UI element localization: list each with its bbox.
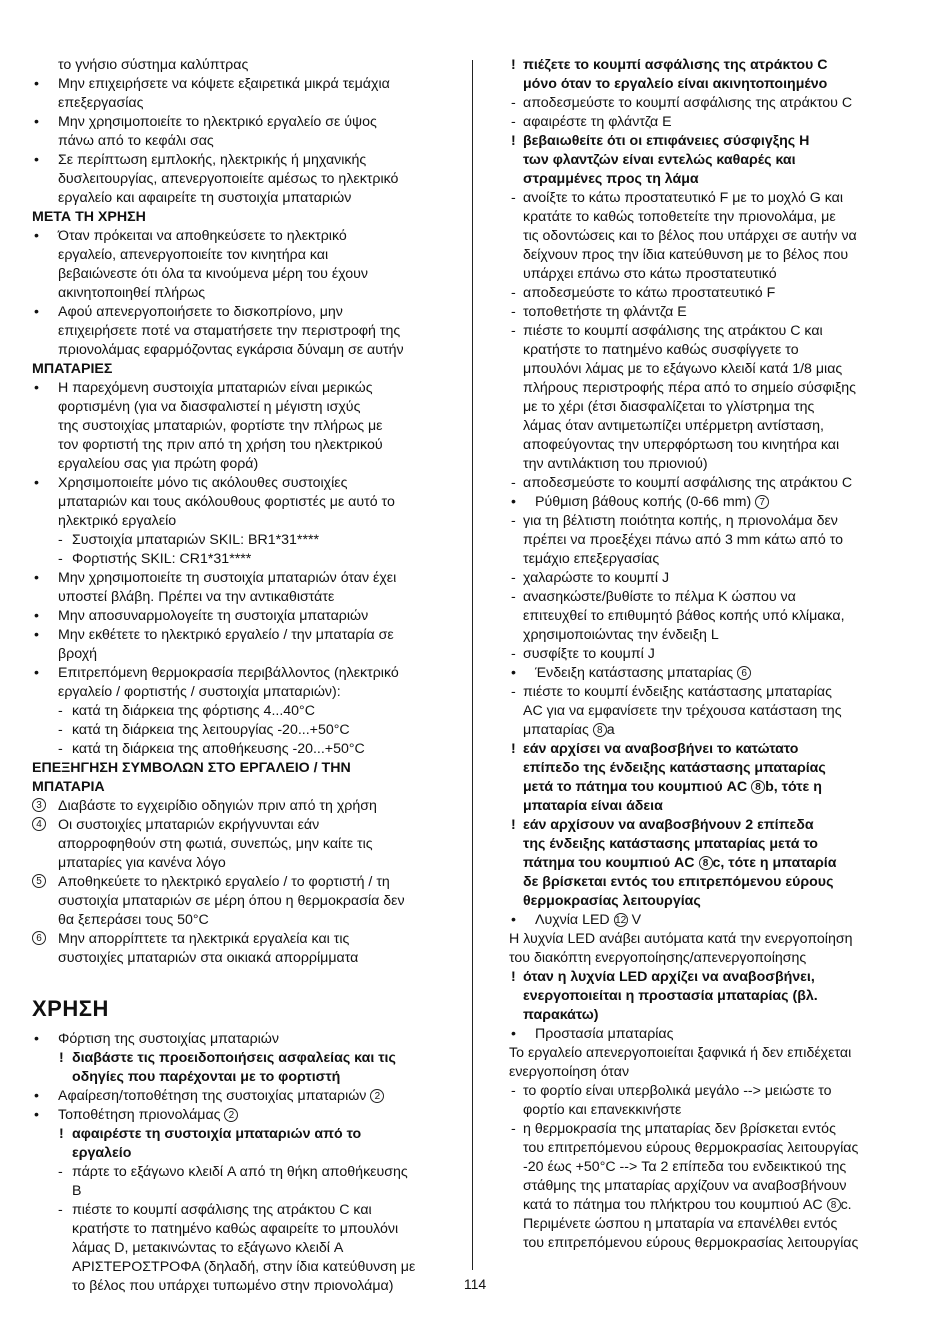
- text-line: [509, 341, 914, 360]
- text-line: [32, 1163, 462, 1182]
- text-line: [32, 208, 462, 227]
- figure-ref-icon: 8: [593, 723, 607, 737]
- text-line: [32, 569, 462, 588]
- text-line: [509, 1044, 914, 1063]
- text-line: [509, 835, 914, 854]
- line-text: πλήρους περιστροφής πέρα από το σημείο σύσφιξης: [523, 380, 857, 396]
- figure-ref-icon: 12: [615, 915, 627, 926]
- line-text: όταν η λυχνία LED αρχίζει να αναβοσβήνει,: [523, 969, 815, 985]
- text-line: [32, 721, 462, 740]
- text-line: [32, 1087, 462, 1106]
- line-text: τοποθετήστε τη φλάντζα E: [523, 304, 687, 320]
- line-text: πάτημα του κουμπιού AC: [523, 855, 695, 871]
- figure-ref-icon: 2: [224, 1108, 238, 1122]
- text-line: [509, 987, 914, 1006]
- line-text: κατά τη διάρκεια της λειτουργίας -20...+50°C: [72, 722, 350, 738]
- line-text: εάν αρχίσει να αναβοσβήνει το κατώτατο: [523, 741, 799, 757]
- line-text: Μην απορρίπτετε τα ηλεκτρικά εργαλεία και τις: [58, 931, 350, 947]
- line-text: κρατήστε το πατημένο καθώς αφαιρείτε το μπουλόνι: [72, 1221, 399, 1237]
- line-text: Μην αποσυναρμολογείτε τη συστοιχία μπαταριών: [58, 608, 369, 624]
- line-text: υποστεί βλάβη. Πρέπει να την αντικαθιστάτε: [58, 589, 335, 605]
- text-line: [509, 113, 914, 132]
- line-text: θερμοκρασίας λειτουργίας: [523, 893, 701, 909]
- line-text: του επιτρεπόμενου εύρους θερμοκρασίας λειτουργίας: [523, 1235, 859, 1251]
- line-text: μπαταρία είναι άδεια: [523, 798, 663, 814]
- line-text: η θερμοκρασία της μπαταρίας δεν βρίσκεται εντός: [523, 1121, 836, 1137]
- line-text: Οι συστοιχίες μπαταριών εκρήγνυνται εάν: [58, 817, 320, 833]
- text-line: [32, 1068, 462, 1087]
- line-text: του διακόπτη ενεργοποίησης/απενεργοποίησης: [509, 950, 807, 966]
- text-line: [32, 664, 462, 683]
- line-text: Μην επιχειρήσετε να κόψετε εξαιρετικά μικρά τεμάχια: [58, 76, 390, 92]
- text-line: [509, 721, 914, 740]
- text-line: [509, 1006, 914, 1025]
- text-line: [509, 455, 914, 474]
- line-text: βεβαιωθείτε ότι οι επιφάνειες σύσφιγξης H: [523, 133, 810, 149]
- text-line: [32, 512, 462, 531]
- text-line: [509, 854, 914, 873]
- text-line: [509, 436, 914, 455]
- text-line: [509, 797, 914, 816]
- line-text: αποδεσμεύστε το κάτω προστατευτικό F: [523, 285, 776, 301]
- line-text: Η παρεχόμενη συστοιχία μπαταριών είναι μερικώς: [58, 380, 373, 396]
- column-divider: [472, 60, 473, 1270]
- line-text-after: c, τότε η μπαταρία: [712, 855, 837, 871]
- line-text: κατά τη διάρκεια της αποθήκευσης -20...+50°C: [72, 741, 365, 757]
- line-text: ανοίξτε το κάτω προστατευτικό F με το μοχλό G και: [523, 190, 844, 206]
- text-line: [32, 132, 462, 151]
- line-text: παρακάτω): [523, 1007, 599, 1023]
- line-text: Η λυχνία LED ανάβει αυτόματα κατά την ενεργοποίηση: [509, 931, 853, 947]
- line-text: τις οδοντώσεις και το βέλος που υπάρχει σε αυτήν να: [523, 228, 857, 244]
- text-line: [509, 702, 914, 721]
- text-line: [509, 379, 914, 398]
- line-text: Το εργαλείο απενεργοποιείται ξαφνικά ή δεν επιδέχεται: [509, 1045, 852, 1061]
- line-text: Αφαίρεση/τοποθέτηση της συστοιχίας μπαταριών: [58, 1088, 367, 1104]
- text-line: [32, 75, 462, 94]
- text-line: [509, 56, 914, 75]
- line-text: Χρησιμοποιείτε μόνο τις ακόλουθες συστοιχίες: [58, 475, 348, 491]
- line-text: πάρτε το εξάγωνο κλειδί A από τη θήκη αποθήκευσης: [72, 1164, 408, 1180]
- line-text: χαλαρώστε το κουμπί J: [523, 570, 670, 586]
- line-text: κατά τη διάρκεια της φόρτισης 4...40°C: [72, 703, 315, 719]
- left-column: [32, 56, 462, 1296]
- text-line: [32, 645, 462, 664]
- line-text: εργαλείο / φορτιστής / συστοιχία μπαταριών):: [58, 684, 341, 700]
- line-text: μπουλόνι λάμας με το εξάγωνο κλειδί κατά 1/8 μιας: [523, 361, 843, 377]
- text-line: [509, 474, 914, 493]
- text-line: [32, 797, 462, 816]
- figure-ref-icon: 7: [755, 495, 769, 509]
- symbol-number-icon: 5: [32, 874, 46, 888]
- line-text: πριονολάμας εφαρμόζοντας εγκάρσια δύναμη σε αυτήν: [58, 342, 404, 358]
- text-line: [32, 1182, 462, 1201]
- text-line: [509, 1158, 914, 1177]
- line-text: βεβαιώνεστε ότι όλα τα κινούμενα μέρη του έχουν: [58, 266, 368, 282]
- line-text: μπαταριών και τους ακόλουθους φορτιστές με αυτό το: [58, 494, 395, 510]
- line-text: Προστασία μπαταρίας: [535, 1026, 674, 1042]
- text-line: [32, 113, 462, 132]
- text-line: [509, 398, 914, 417]
- line-text: επεξεργασίας: [58, 95, 144, 111]
- line-text: Ένδειξη κατάστασης μπαταρίας: [535, 665, 734, 681]
- text-line: [509, 1120, 914, 1139]
- line-text: Σε περίπτωση εμπλοκής, ηλεκτρικής ή μηχανικής: [58, 152, 367, 168]
- text-line: [509, 94, 914, 113]
- text-line: [509, 1234, 914, 1253]
- line-text: διαβάστε τις προειδοποιήσεις ασφαλείας και τις: [72, 1050, 396, 1066]
- text-line: [509, 512, 914, 531]
- text-line: [32, 170, 462, 189]
- right-column: [509, 56, 914, 1253]
- line-text: κατά το πάτημα του πλήκτρου του κουμπιού AC: [523, 1197, 823, 1213]
- line-text: αποδεσμεύστε το κουμπί ασφάλισης της ατράκτου C: [523, 95, 853, 111]
- figure-ref-icon: 8: [751, 780, 765, 794]
- line-text: βροχή: [58, 646, 98, 662]
- text-line: [32, 398, 462, 417]
- text-line: [509, 1177, 914, 1196]
- text-line: [509, 189, 914, 208]
- line-text: ανασηκώστε/βυθίστε το πέλμα K ώσπου να: [523, 589, 796, 605]
- symbol-number-icon: 3: [32, 798, 46, 812]
- text-line: [32, 816, 462, 835]
- line-text: Διαβάστε το εγχειρίδιο οδηγιών πριν από τη χρήση: [58, 798, 377, 814]
- line-text: εργαλείο και αφαιρείτε τη συστοιχία μπαταριών: [58, 190, 352, 206]
- line-text: εάν αρχίσουν να αναβοσβήνουν 2 επίπεδα: [523, 817, 814, 833]
- text-line: [509, 1101, 914, 1120]
- text-line: [509, 322, 914, 341]
- line-text: Ρύθμιση βάθους κοπής (0-66 mm): [535, 494, 752, 510]
- text-line: [32, 265, 462, 284]
- text-line: [509, 170, 914, 189]
- line-text: Αποθηκεύετε το ηλεκτρικό εργαλείο / το φορτιστή / τη: [58, 874, 390, 890]
- text-line: [32, 1106, 462, 1125]
- line-text: υπάρχει επάνω στο κάτω προστατευτικό: [523, 266, 777, 282]
- text-line: [509, 493, 914, 512]
- text-line: [32, 341, 462, 360]
- text-line: [32, 474, 462, 493]
- text-line: [509, 968, 914, 987]
- text-line: [509, 227, 914, 246]
- text-line: [509, 569, 914, 588]
- text-line: [32, 930, 462, 949]
- text-line: [32, 1049, 462, 1068]
- text-line: [32, 1144, 462, 1163]
- line-text: μπαταρίας: [523, 722, 589, 738]
- text-line: [32, 607, 462, 626]
- figure-ref-icon: 8: [827, 1198, 841, 1212]
- text-line: [32, 56, 462, 75]
- line-text: εργαλείου σας για πρώτη φορά): [58, 456, 259, 472]
- line-text: Επιτρεπόμενη θερμοκρασία περιβάλλοντος (ηλεκτρικό: [58, 665, 399, 681]
- line-text: φορτισμένη (για να διασφαλιστεί η μέγιστη ισχύς: [58, 399, 361, 415]
- line-text: πιέστε το κουμπί ένδειξης κατάστασης μπαταρίας: [523, 684, 832, 700]
- text-line: [32, 322, 462, 341]
- text-line: [32, 189, 462, 208]
- text-line: [509, 740, 914, 759]
- line-text: συσφίξτε το κουμπί J: [523, 646, 655, 662]
- text-line: [509, 208, 914, 227]
- text-line: [32, 626, 462, 645]
- text-line: [509, 132, 914, 151]
- line-text: ενεργοποιείται η προστασία μπαταρίας (βλ.: [523, 988, 818, 1004]
- line-text: Μην χρησιμοποιείτε τη συστοιχία μπαταριών όταν έχει: [58, 570, 397, 586]
- line-text: ενεργοποίηση όταν: [509, 1064, 630, 1080]
- text-line: [32, 1030, 462, 1049]
- line-text: Φορτιστής SKIL: CR1*31****: [72, 551, 252, 567]
- line-text: Όταν πρόκειται να αποθηκεύσετε το ηλεκτρικό: [58, 228, 347, 244]
- line-text: ακινητοποιηθεί πλήρως: [58, 285, 206, 301]
- line-text-after: V: [627, 912, 642, 928]
- text-line: [32, 759, 462, 778]
- line-text: εργαλείο: [72, 1145, 132, 1161]
- text-line: [32, 911, 462, 930]
- text-line: [509, 949, 914, 968]
- line-text: τεμάχιο επεξεργασίας: [523, 551, 660, 567]
- line-text: επιχειρήσετε ποτέ να σταματήσετε την περιστροφή της: [58, 323, 401, 339]
- line-text: ΜΕΤΑ ΤΗ ΧΡΗΣΗ: [32, 209, 146, 225]
- text-line: [32, 949, 462, 968]
- line-text: δείχνουν προς την ίδια κατεύθυνση με το βέλος που: [523, 247, 849, 263]
- line-text: Λυχνία LED: [535, 912, 610, 928]
- text-line: [509, 284, 914, 303]
- line-text: αποδεσμεύστε το κουμπί ασφάλισης της ατράκτου C: [523, 475, 853, 491]
- text-line: [509, 816, 914, 835]
- line-text: B: [72, 1183, 82, 1199]
- line-text: δε βρίσκεται εντός του επιτρεπόμενου εύρους: [523, 874, 834, 890]
- text-line: [509, 759, 914, 778]
- symbol-number-icon: 4: [32, 817, 46, 831]
- line-text: Συστοιχία μπαταριών SKIL: BR1*31****: [72, 532, 320, 548]
- line-text: AC για να εμφανίσετε την τρέχουσα κατάσταση της: [523, 703, 842, 719]
- line-text: της συστοιχίας μπαταριών, φορτίστε την πλήρως με: [58, 418, 383, 434]
- line-text: εργαλείο, απενεργοποιείτε τον κινητήρα και: [58, 247, 329, 263]
- figure-ref-icon: 8: [699, 856, 713, 870]
- line-text-after: c.: [840, 1197, 852, 1213]
- text-line: [32, 835, 462, 854]
- text-line: [509, 645, 914, 664]
- line-text: στραμμένες προς τη λάμα: [523, 171, 699, 187]
- line-text: πιέστε το κουμπί ασφάλισης της ατράκτου C και: [72, 1202, 372, 1218]
- text-line: [32, 151, 462, 170]
- text-line: [509, 550, 914, 569]
- text-line: [32, 360, 462, 379]
- text-line: [509, 911, 914, 930]
- text-line: [509, 417, 914, 436]
- figure-ref-icon: 2: [370, 1089, 384, 1103]
- text-line: [32, 1239, 462, 1258]
- text-line: [32, 702, 462, 721]
- page-number: 114: [463, 1276, 487, 1292]
- line-text: για τη βέλτιστη ποιότητα κοπής, η πριονολάμα δεν: [523, 513, 838, 529]
- line-text: λάμας D, μετακινώντας το εξάγωνο κλειδί A: [72, 1240, 344, 1256]
- line-text: των φλαντζών είναι εντελώς καθαρές και: [523, 152, 796, 168]
- symbol-number-icon: 6: [32, 931, 46, 945]
- line-text: αφαιρέστε τη φλάντζα E: [523, 114, 672, 130]
- line-text: δυσλειτουργίας, απενεργοποιείτε αμέσως το ηλεκτρικό: [58, 171, 399, 187]
- line-text: του επιτρεπόμενου εύρους θερμοκρασίας λειτουργίας: [523, 1140, 859, 1156]
- text-line: [32, 493, 462, 512]
- text-line: [32, 303, 462, 322]
- text-line: [509, 303, 914, 322]
- line-text: Μην εκθέτετε το ηλεκτρικό εργαλείο / την μπαταρία σε: [58, 627, 394, 643]
- text-line: [32, 1220, 462, 1239]
- text-line: [509, 1063, 914, 1082]
- line-text: συστοιχία μπαταριών σε μέρη όπου η θερμοκρασία δεν: [58, 893, 405, 909]
- line-text: πάνω από το κεφάλι σας: [58, 133, 214, 149]
- text-line: [509, 683, 914, 702]
- line-text: το βέλος που υπάρχει τυπωμένο στην πριονολάμα): [72, 1278, 394, 1294]
- text-line: [509, 531, 914, 550]
- text-line: [32, 854, 462, 873]
- line-text: στάθμης της μπαταρίας αρχίζουν να αναβοσβήνουν: [523, 1178, 847, 1194]
- line-text: την αντιλάκτιση του πριονιού): [523, 456, 708, 472]
- text-line: [32, 550, 462, 569]
- line-text: τον φορτιστή της πριν από τη χρήση του ηλεκτρικού: [58, 437, 383, 453]
- line-text: Αφού απενεργοποιήσετε το δισκοπρίονο, μην: [58, 304, 343, 320]
- text-line: [509, 930, 914, 949]
- line-text: μπαταρίες για κανένα λόγο: [58, 855, 226, 871]
- text-line: [32, 531, 462, 550]
- line-text: ΑΡΙΣΤΕΡΟΣΤΡΟΦΑ (δηλαδή, στην ίδια κατεύθυνση με: [72, 1259, 416, 1275]
- line-text: κρατήστε το πατημένο καθώς συσφίγγετε το: [523, 342, 799, 358]
- text-line: [509, 588, 914, 607]
- text-line: [32, 892, 462, 911]
- line-text: φορτίο και επανεκκινήστε: [523, 1102, 682, 1118]
- line-text: μόνο όταν το εργαλείο είναι ακινητοποιημένο: [523, 76, 828, 92]
- line-text: -20 έως +50°C --> Τα 2 επίπεδα του ενδεικτικού της: [523, 1159, 847, 1175]
- line-text: συστοιχίες μπαταριών στα οικιακά απορρίμματα: [58, 950, 359, 966]
- line-text: απορροφηθούν στη φωτιά, συνεπώς, μην καίτε τις: [58, 836, 373, 852]
- text-line: [32, 588, 462, 607]
- text-line: [509, 1025, 914, 1044]
- text-line: [509, 1139, 914, 1158]
- text-line: [32, 1258, 462, 1277]
- line-text: με το χέρι (έτσι διασφαλίζεται το γλίστρημα της: [523, 399, 815, 415]
- text-line: [509, 873, 914, 892]
- line-text: θα ξεπεράσει τους 50°C: [58, 912, 209, 928]
- line-text: Τοποθέτηση πριονολάμας: [58, 1107, 221, 1123]
- figure-ref-icon: 6: [737, 666, 751, 680]
- text-line: [32, 455, 462, 474]
- text-line: [509, 75, 914, 94]
- text-line: [32, 94, 462, 113]
- text-line: [509, 892, 914, 911]
- text-line: [32, 436, 462, 455]
- line-text: το φορτίο είναι υπερβολικά μεγάλο --> μειώστε το: [523, 1083, 832, 1099]
- line-text: λάμας όταν αντιμετωπίζει υπέρμετρη αντίσταση,: [523, 418, 824, 434]
- line-text: της ένδειξης κατάστασης μπαταρίας μετά το: [523, 836, 818, 852]
- text-line: [32, 246, 462, 265]
- line-text: Φόρτιση της συστοιχίας μπαταριών: [58, 1031, 279, 1047]
- line-text-after: b, τότε η: [765, 779, 822, 795]
- text-line: [32, 873, 462, 892]
- line-text: αφαιρέστε τη συστοιχία μπαταριών από το: [72, 1126, 362, 1142]
- line-text: οδηγίες που παρέχονται με το φορτιστή: [72, 1069, 341, 1085]
- line-text: ΜΠΑΤΑΡΙΕΣ: [32, 361, 113, 377]
- text-line: [32, 227, 462, 246]
- line-text: ηλεκτρικό εργαλείο: [58, 513, 177, 529]
- line-text: πιέζετε το κουμπί ασφάλισης της ατράκτου C: [523, 57, 828, 73]
- line-text: κρατάτε το καθώς τοποθετείτε την πριονολάμα, με: [523, 209, 836, 225]
- text-line: [32, 740, 462, 759]
- line-text: πιέστε το κουμπί ασφάλισης της ατράκτου C και: [523, 323, 823, 339]
- line-text: επιτευχθεί το επιθυμητό βάθος κοπής υπό κλίμακα,: [523, 608, 845, 624]
- line-text: πρέπει να προεξέχει πάνω από 3 mm κάτω από το: [523, 532, 844, 548]
- text-line: [509, 626, 914, 645]
- text-line: [509, 360, 914, 379]
- text-line: [509, 246, 914, 265]
- line-text: ΜΠΑΤΑΡΙΑ: [32, 779, 105, 795]
- text-line: [32, 417, 462, 436]
- text-line: [509, 778, 914, 797]
- line-text: το γνήσιο σύστημα καλύπτρας: [58, 57, 249, 73]
- text-line: [509, 664, 914, 683]
- text-line: [32, 683, 462, 702]
- text-line: [32, 379, 462, 398]
- line-text: Περιμένετε ώσπου η μπαταρία να επανέλθει εντός: [523, 1216, 838, 1232]
- section-title: ΧΡΗΣΗ: [32, 996, 109, 1021]
- line-text: αποφεύγοντας την υπερφόρτωση του κινητήρα και: [523, 437, 840, 453]
- text-line: [32, 284, 462, 303]
- text-line: [509, 1196, 914, 1215]
- line-text: Μην χρησιμοποιείτε το ηλεκτρικό εργαλείο σε ύψος: [58, 114, 377, 130]
- text-line: [509, 607, 914, 626]
- text-line: [509, 1082, 914, 1101]
- text-line: [509, 151, 914, 170]
- line-text: χρησιμοποιώντας την ένδειξη L: [523, 627, 719, 643]
- text-line: [509, 1215, 914, 1234]
- text-line: [32, 778, 462, 797]
- line-text-after: a: [606, 722, 615, 738]
- line-text: ΕΠΕΞΗΓΗΣΗ ΣΥΜΒΟΛΩΝ ΣΤΟ ΕΡΓΑΛΕΙΟ / ΤΗΝ: [32, 760, 351, 776]
- text-line: [32, 1201, 462, 1220]
- text-line: [509, 265, 914, 284]
- line-text: επίπεδο της ένδειξης κατάστασης μπαταρίας: [523, 760, 826, 776]
- line-text: μετά το πάτημα του κουμπιού AC: [523, 779, 748, 795]
- text-line: [32, 1125, 462, 1144]
